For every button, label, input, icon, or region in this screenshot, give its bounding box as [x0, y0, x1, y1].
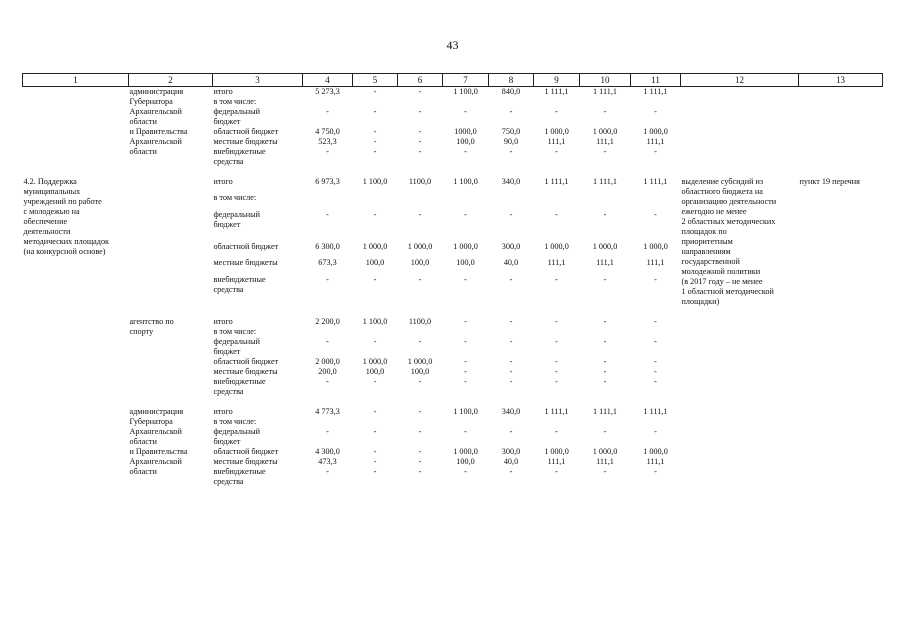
funding-source-label: областной бюджет: [213, 127, 279, 136]
funding-source-label: местные бюджеты: [213, 258, 278, 268]
amount-cell: -: [654, 147, 657, 156]
amount-cell: 1 111,1: [544, 407, 569, 416]
amount-cell: -: [326, 337, 329, 346]
amount-cell: -: [654, 377, 657, 386]
amount-cell: [534, 97, 580, 107]
amount-cell: -: [509, 427, 513, 436]
amount-cell: [303, 193, 353, 209]
funding-source-label: итого: [213, 177, 233, 186]
amount-cell: 523,3: [318, 137, 337, 146]
amount-cell: -: [373, 337, 377, 346]
amount-cell: 1 100,0: [362, 177, 388, 186]
table-row: [23, 317, 883, 327]
amount-cell: [353, 193, 398, 209]
funding-source-label: областной бюджет: [213, 357, 279, 366]
table-row: [23, 177, 883, 193]
amount-cell: -: [603, 377, 607, 386]
amount-cell: 1 000,0: [592, 127, 618, 136]
amount-cell: -: [418, 107, 422, 116]
amount-cell: 1100,0: [408, 177, 432, 186]
measure-name-cell: [23, 87, 129, 168]
amount-cell: -: [326, 427, 329, 436]
amount-cell: 1 000,0: [643, 447, 668, 456]
amount-cell: -: [418, 147, 422, 156]
amount-cell: -: [654, 427, 657, 436]
amount-cell: [353, 327, 398, 337]
amount-cell: -: [654, 467, 657, 476]
amount-cell: -: [373, 87, 377, 96]
amount-cell: 750,0: [501, 127, 521, 136]
amount-cell: [303, 327, 353, 337]
funding-source-label: в том числе:: [213, 327, 257, 336]
amount-cell: 100,0: [456, 258, 475, 268]
amount-cell: -: [555, 467, 558, 476]
amount-cell: -: [509, 367, 513, 376]
amount-cell: -: [464, 317, 467, 326]
amount-cell: 1 100,0: [362, 317, 388, 326]
amount-cell: -: [603, 274, 607, 284]
reference-cell: пункт 19 перечня: [799, 177, 860, 186]
executor-cell: администрация Губернатора Архангельской области и Правительства Архангельской области: [129, 87, 188, 156]
amount-cell: 200,0: [318, 367, 337, 376]
amount-cell: 1 111,1: [643, 407, 668, 416]
column-header-7: 7: [443, 74, 489, 87]
block-spacer: [23, 167, 883, 177]
amount-cell: -: [603, 317, 607, 326]
amount-cell: 673,3: [318, 258, 337, 268]
amount-cell: -: [603, 427, 607, 436]
amount-cell: -: [603, 337, 607, 346]
amount-cell: 6 300,0: [315, 242, 340, 251]
amount-cell: -: [464, 357, 467, 366]
amount-cell: -: [509, 467, 513, 476]
amount-cell: 1 000,0: [544, 447, 569, 456]
amount-cell: 111,1: [596, 258, 614, 268]
amount-cell: 1 100,0: [453, 407, 478, 416]
funding-source-label: федеральный бюджет: [213, 107, 261, 126]
amount-cell: -: [373, 447, 377, 456]
amount-cell: 1 000,0: [407, 242, 433, 251]
expected-result-cell: [681, 87, 799, 168]
column-header-10: 10: [580, 74, 631, 87]
amount-cell: [580, 417, 631, 427]
amount-cell: -: [603, 357, 607, 366]
amount-cell: -: [418, 407, 422, 416]
amount-cell: -: [654, 317, 657, 326]
amount-cell: 1 111,1: [544, 177, 569, 186]
amount-cell: [443, 193, 489, 209]
funding-source-label: внебюджетные средства: [213, 467, 266, 486]
table-row: [23, 87, 883, 98]
column-header-8: 8: [489, 74, 534, 87]
amount-cell: 1 111,1: [643, 177, 668, 186]
executor-cell: агентство по спорту: [129, 317, 174, 336]
amount-cell: -: [373, 457, 377, 466]
amount-cell: 1 100,0: [453, 87, 478, 96]
amount-cell: -: [464, 377, 467, 386]
page-number: 43: [446, 38, 459, 52]
amount-cell: -: [373, 107, 377, 116]
amount-cell: -: [418, 337, 422, 346]
amount-cell: -: [373, 137, 377, 146]
executor-cell: [129, 177, 213, 307]
column-header-5: 5: [353, 74, 398, 87]
amount-cell: -: [326, 147, 329, 156]
amount-cell: [353, 417, 398, 427]
amount-cell: -: [464, 147, 467, 156]
amount-cell: 1 000,0: [453, 447, 478, 456]
amount-cell: -: [654, 367, 657, 376]
amount-cell: 840,0: [501, 87, 521, 96]
amount-cell: 1 000,0: [362, 357, 388, 366]
amount-cell: 340,0: [501, 407, 521, 416]
amount-cell: -: [509, 337, 513, 346]
amount-cell: 1000,0: [454, 127, 477, 136]
funding-source-label: в том числе:: [213, 97, 257, 106]
amount-cell: 100,0: [456, 137, 475, 146]
amount-cell: 111,1: [646, 258, 665, 268]
reference-cell: [799, 317, 883, 397]
amount-cell: 111,1: [547, 137, 566, 146]
amount-cell: 1 000,0: [643, 127, 668, 136]
amount-cell: [489, 193, 534, 209]
amount-cell: 40,0: [503, 457, 519, 466]
column-header-12: 12: [681, 74, 799, 87]
funding-source-label: в том числе:: [213, 417, 257, 426]
amount-cell: 300,0: [501, 242, 521, 251]
amount-cell: -: [555, 357, 558, 366]
amount-cell: 111,1: [547, 457, 566, 466]
amount-cell: -: [555, 377, 558, 386]
funding-source-label: областной бюджет: [213, 242, 279, 251]
amount-cell: 1 000,0: [544, 127, 569, 136]
expected-result-cell: [681, 317, 799, 397]
measure-name-cell: 4.2. Поддержка муниципальных учреждений по работе с молодежью на обеспечение деятельности методических площадок (на конкурсной основе): [23, 177, 110, 256]
funding-source-label: итого: [213, 317, 233, 326]
amount-cell: -: [555, 147, 558, 156]
table-body: [23, 87, 883, 488]
amount-cell: -: [509, 357, 513, 366]
amount-cell: -: [509, 317, 513, 326]
amount-cell: [631, 97, 681, 107]
amount-cell: [489, 417, 534, 427]
amount-cell: -: [509, 274, 513, 284]
funding-source-label: местные бюджеты: [213, 137, 278, 146]
amount-cell: -: [464, 467, 467, 476]
amount-cell: -: [603, 467, 607, 476]
amount-cell: [303, 97, 353, 107]
amount-cell: [398, 193, 443, 209]
column-header-4: 4: [303, 74, 353, 87]
amount-cell: -: [418, 377, 422, 386]
amount-cell: 2 200,0: [315, 317, 340, 326]
amount-cell: 1 000,0: [407, 357, 433, 366]
amount-cell: -: [464, 337, 467, 346]
amount-cell: -: [373, 467, 377, 476]
funding-source-label: итого: [213, 87, 233, 96]
amount-cell: -: [373, 209, 377, 219]
expected-result-cell: [681, 407, 799, 487]
amount-cell: -: [373, 407, 377, 416]
amount-cell: 1 000,0: [362, 242, 388, 251]
executor-cell: администрация Губернатора Архангельской области и Правительства Архангельской области: [129, 407, 188, 476]
funding-source-label: внебюджетные средства: [213, 147, 266, 166]
amount-cell: 1100,0: [408, 317, 432, 326]
amount-cell: -: [509, 147, 513, 156]
amount-cell: 4 750,0: [315, 127, 340, 136]
amount-cell: [631, 327, 681, 337]
amount-cell: [398, 327, 443, 337]
amount-cell: 340,0: [501, 177, 521, 186]
amount-cell: [398, 97, 443, 107]
amount-cell: 1 000,0: [643, 242, 668, 251]
column-header-13: 13: [799, 74, 883, 87]
reference-cell: [799, 407, 883, 487]
amount-cell: 1 000,0: [592, 242, 618, 251]
amount-cell: [534, 193, 580, 209]
amount-cell: -: [373, 127, 377, 136]
amount-cell: -: [326, 107, 329, 116]
amount-cell: 1 111,1: [593, 177, 617, 186]
amount-cell: -: [464, 367, 467, 376]
amount-cell: 111,1: [646, 457, 665, 466]
table-row: [23, 407, 883, 417]
amount-cell: -: [373, 274, 377, 284]
funding-source-label: местные бюджеты: [213, 457, 278, 466]
column-header-1: 1: [23, 74, 129, 87]
amount-cell: -: [373, 147, 377, 156]
amount-cell: -: [418, 127, 422, 136]
amount-cell: -: [326, 274, 329, 284]
amount-cell: [534, 327, 580, 337]
amount-cell: [580, 97, 631, 107]
amount-cell: [443, 97, 489, 107]
amount-cell: [489, 97, 534, 107]
amount-cell: -: [555, 274, 558, 284]
amount-cell: 1 000,0: [592, 447, 618, 456]
amount-cell: -: [654, 337, 657, 346]
amount-cell: 100,0: [365, 258, 385, 268]
amount-cell: -: [464, 274, 467, 284]
amount-cell: -: [373, 427, 377, 436]
column-header-6: 6: [398, 74, 443, 87]
budget-table: [22, 73, 883, 487]
expected-result-cell: выделение субсидий из областного бюджета на организацию деятельности ежегодно не менее 2 областных методических площадок по приоритетным направлениям государственной молодежной политики (в 2017 году – не менее 1 областной методической площадки): [681, 177, 777, 306]
amount-cell: -: [464, 209, 467, 219]
amount-cell: 1 000,0: [453, 242, 478, 251]
amount-cell: -: [418, 447, 422, 456]
column-header-3: 3: [213, 74, 303, 87]
amount-cell: 6 973,3: [315, 177, 340, 186]
amount-cell: -: [373, 377, 377, 386]
amount-cell: [353, 97, 398, 107]
amount-cell: -: [418, 457, 422, 466]
amount-cell: -: [418, 274, 422, 284]
amount-cell: [443, 327, 489, 337]
column-header-9: 9: [534, 74, 580, 87]
column-header-2: 2: [129, 74, 213, 87]
amount-cell: -: [555, 367, 558, 376]
reference-cell: [799, 87, 883, 168]
amount-cell: [443, 417, 489, 427]
amount-cell: 100,0: [410, 367, 430, 376]
amount-cell: -: [555, 337, 558, 346]
amount-cell: 4 773,3: [315, 407, 340, 416]
amount-cell: -: [326, 467, 329, 476]
amount-cell: -: [418, 87, 422, 96]
amount-cell: -: [509, 377, 513, 386]
amount-cell: -: [603, 367, 607, 376]
amount-cell: [580, 327, 631, 337]
amount-cell: -: [326, 209, 329, 219]
amount-cell: 40,0: [503, 258, 519, 268]
amount-cell: 100,0: [365, 367, 385, 376]
amount-cell: 5 273,3: [315, 87, 340, 96]
amount-cell: [580, 193, 631, 209]
spacer-cell: [23, 307, 883, 317]
spacer-cell: [23, 397, 883, 407]
amount-cell: -: [603, 209, 607, 219]
amount-cell: -: [603, 107, 607, 116]
amount-cell: -: [464, 427, 467, 436]
amount-cell: [534, 417, 580, 427]
funding-source-label: внебюджетные средства: [213, 274, 266, 294]
amount-cell: 4 300,0: [315, 447, 340, 456]
funding-source-label: областной бюджет: [213, 447, 279, 456]
funding-source-label: внебюджетные средства: [213, 377, 266, 396]
amount-cell: [489, 327, 534, 337]
amount-cell: -: [509, 107, 513, 116]
amount-cell: 90,0: [503, 137, 519, 146]
amount-cell: 1 000,0: [544, 242, 569, 251]
amount-cell: -: [654, 107, 657, 116]
amount-cell: 100,0: [456, 457, 475, 466]
measure-name-cell: [23, 317, 129, 397]
amount-cell: 1 111,1: [593, 407, 617, 416]
amount-cell: 1 111,1: [593, 87, 617, 96]
amount-cell: -: [418, 467, 422, 476]
amount-cell: 100,0: [410, 258, 430, 268]
amount-cell: -: [654, 209, 657, 219]
header-row: [23, 74, 883, 87]
funding-source-label: в том числе:: [213, 193, 257, 203]
funding-source-label: федеральный бюджет: [213, 427, 261, 446]
amount-cell: -: [555, 317, 558, 326]
funding-source-label: итого: [213, 407, 233, 416]
amount-cell: -: [555, 209, 558, 219]
amount-cell: -: [555, 427, 558, 436]
amount-cell: [303, 417, 353, 427]
amount-cell: -: [418, 137, 422, 146]
amount-cell: 1 100,0: [453, 177, 478, 186]
amount-cell: 300,0: [501, 447, 521, 456]
spacer-cell: [23, 167, 883, 177]
amount-cell: -: [418, 427, 422, 436]
amount-cell: 473,3: [318, 457, 337, 466]
amount-cell: [631, 417, 681, 427]
amount-cell: 1 111,1: [643, 87, 668, 96]
block-spacer: [23, 307, 883, 317]
amount-cell: -: [603, 147, 607, 156]
amount-cell: -: [654, 274, 657, 284]
amount-cell: -: [654, 357, 657, 366]
measure-name-cell: [23, 407, 129, 487]
amount-cell: -: [326, 377, 329, 386]
amount-cell: 111,1: [547, 258, 566, 268]
amount-cell: -: [509, 209, 513, 219]
column-header-11: 11: [631, 74, 681, 87]
amount-cell: 111,1: [646, 137, 665, 146]
amount-cell: -: [464, 107, 467, 116]
amount-cell: [631, 193, 681, 209]
funding-source-label: федеральный бюджет: [213, 209, 261, 229]
funding-source-label: федеральный бюджет: [213, 337, 261, 356]
amount-cell: -: [418, 209, 422, 219]
amount-cell: 2 000,0: [315, 357, 340, 366]
amount-cell: 1 111,1: [544, 87, 569, 96]
amount-cell: -: [555, 107, 558, 116]
funding-source-label: местные бюджеты: [213, 367, 278, 376]
amount-cell: 111,1: [596, 457, 614, 466]
amount-cell: 111,1: [596, 137, 614, 146]
amount-cell: [398, 417, 443, 427]
block-spacer: [23, 397, 883, 407]
